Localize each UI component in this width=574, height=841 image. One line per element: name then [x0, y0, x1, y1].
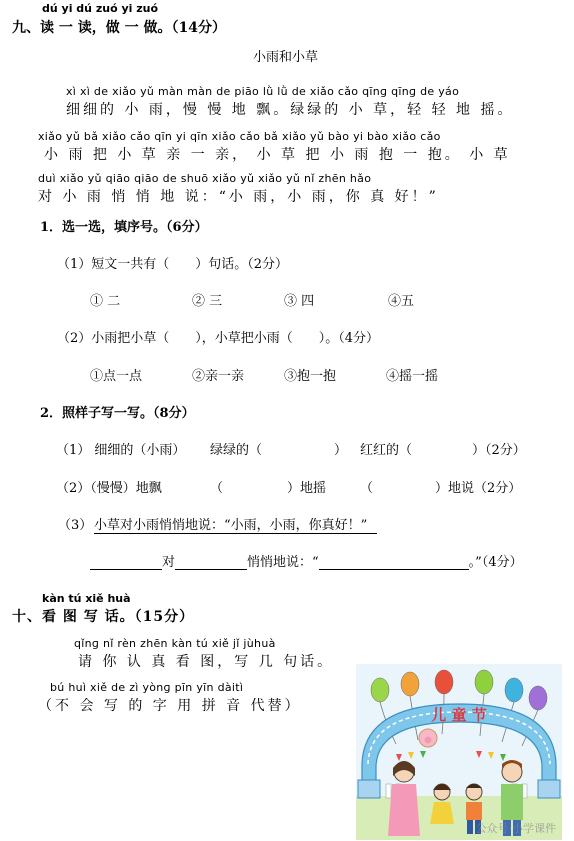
balloon	[371, 678, 389, 702]
q2-row3-example: 小草对小雨悄悄地说：“小雨，小雨，你真好！”	[94, 514, 377, 534]
banner-text: 儿 童 节	[431, 706, 487, 724]
q1-sub1-option-3: ③ 四	[284, 294, 315, 309]
balloon	[435, 670, 453, 694]
section10-line2: （不 会 写 的 字 用 拼 音 代替）	[38, 698, 302, 714]
section10-line1-pinyin: qǐnɡ nǐ rèn zhēn kàn tú xiě jǐ jùhuà	[74, 637, 276, 650]
q2-row2-blank-b: （ ）地说（2分）	[360, 481, 522, 496]
q1-sub2-option-2: ②亲一亲	[192, 369, 245, 384]
section10-line2-pinyin: bú huì xiě de zì yònɡ pīn yīn dàitì	[50, 681, 244, 694]
story-line3-pinyin: duì xiǎo yǔ qiāo qiāo de shuō xiǎo yǔ xiǎo yǔ nǐ zhēn hǎo	[38, 172, 372, 185]
arch-right-base	[538, 780, 560, 798]
q2-row1-blank-b: 红红的（ ）（2分）	[360, 443, 526, 458]
balloon	[401, 672, 419, 696]
story-line1-text: 细细的 小 雨，慢 慢 地 飘。绿绿的 小 草，轻 轻 地 摇。	[66, 102, 515, 118]
balloon	[505, 678, 523, 702]
story-line2-pinyin: xiǎo yǔ bǎ xiǎo cǎo qīn yi qīn xiǎo cǎo bǎ xiǎo yǔ bào yi bào xiǎo cǎo	[38, 130, 441, 143]
arch-left-base	[358, 780, 380, 798]
q2-row1-example: （1） 细细的（小雨）	[56, 443, 186, 458]
q1-sub2-option-4: ④摇一摇	[386, 369, 439, 384]
q2-row4-blank-2[interactable]	[175, 555, 247, 570]
q2-row2-blank-a: （ ）地摇	[210, 481, 327, 496]
section10-line1: 请 你 认 真 看 图，写 几 句话。	[78, 654, 335, 670]
story-line1-pinyin: xì xì de xiǎo yǔ màn màn de piāo lǜ lǜ de xiǎo cǎo qīnɡ qīnɡ de yáo	[66, 85, 460, 98]
balloon	[529, 686, 547, 710]
section9-heading: 九、读 一 读，做 一 做。（14分）	[12, 20, 226, 36]
watermark: 公众号·小学课件	[475, 822, 556, 835]
q2-heading: 2．照样子写一写。（8分）	[40, 406, 195, 421]
q2-row4-sentence: 对 悄悄地说：“ 。”（4分）	[90, 551, 523, 570]
balloon	[475, 670, 493, 694]
section10-heading: 十、看 图 写 话。（15分）	[12, 609, 195, 625]
q1-sub1-text: （1）短文一共有（ ）句话。（2分）	[57, 257, 289, 272]
section9-pinyin: dú yi dú zuó yi zuó	[42, 2, 159, 15]
story-line3-text: 对 小 雨 悄 悄 地 说：“小 雨，小 雨，你 真 好！”	[38, 189, 439, 205]
q1-heading: 1．选一选，填序号。（6分）	[40, 220, 208, 235]
q1-sub1-option-2: ② 三	[192, 294, 223, 309]
childrens-day-illustration	[356, 664, 562, 840]
section10-pinyin: kàn tú xiě huà	[42, 592, 131, 605]
q2-row2-example: （2）（慢慢）地飘	[56, 481, 162, 496]
q2-row1-blank-a: 绿绿的（ ）	[210, 443, 348, 458]
q2-row4-blank-1[interactable]	[90, 555, 162, 570]
q1-sub1-option-4: ④五	[388, 294, 415, 309]
q1-sub2-option-1: ①点一点	[90, 369, 143, 384]
story-line2-text: 小 雨 把 小 草 亲 一 亲， 小 草 把 小 雨 抱 一 抱。 小 草	[44, 147, 511, 163]
q1-sub2-text: （2）小雨把小草（ ），小草把小雨（ ）。（4分）	[57, 331, 380, 346]
story-title: 小雨和小草	[253, 50, 319, 65]
q1-sub2-option-3: ③抱一抱	[284, 369, 337, 384]
q1-sub1-option-1: ① 二	[90, 294, 121, 309]
q2-row3-label: （3）	[58, 518, 93, 533]
q2-row4-blank-3[interactable]	[319, 555, 469, 570]
